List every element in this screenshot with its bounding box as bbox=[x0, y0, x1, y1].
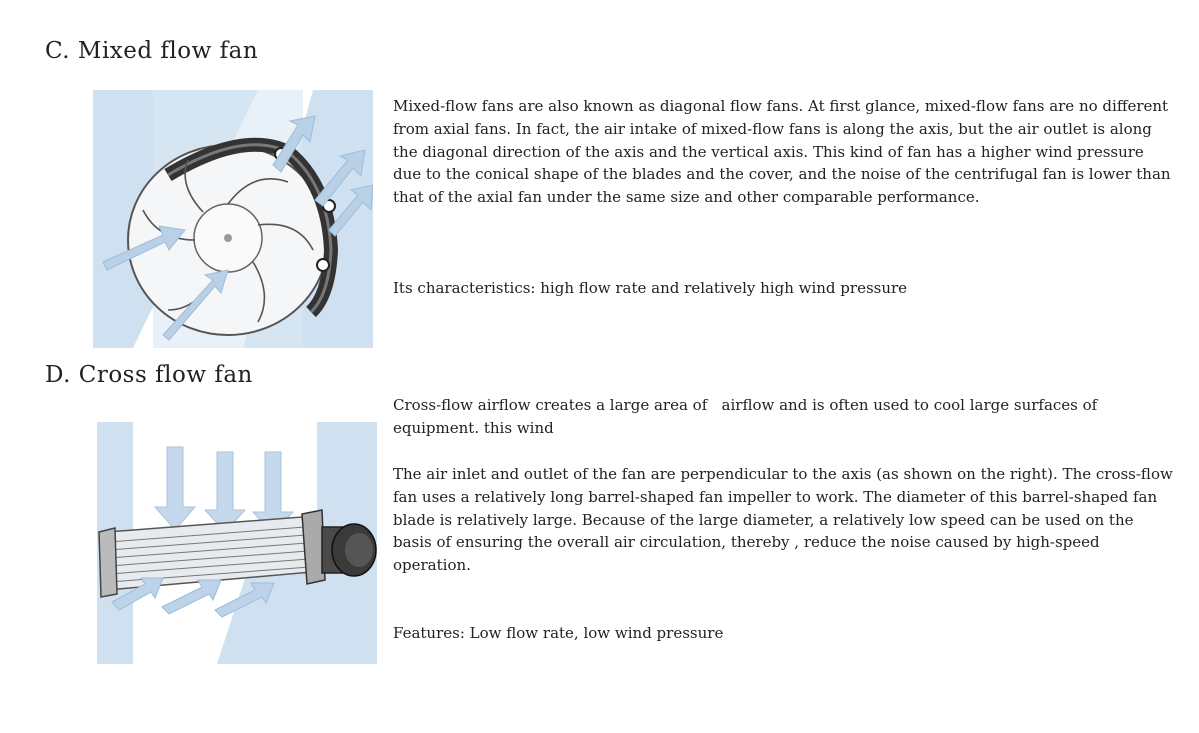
section-heading-mixed-flow: C. Mixed flow fan bbox=[45, 38, 259, 64]
mixed-flow-description: Mixed-flow fans are also known as diagonal flow fans. At first glance, mixed-flow fans are no different from axial fans. In fact, the air intake of mixed-flow fans is along the axis, but the air outlet is along the diagonal direction of the axis and the vertical axis. This kind of fan has a higher wind pressure due to the conical shape of the blades and the cover, and the noise of the centrifugal fan is lower than that of the axial fan under the same size and other comparable performance. bbox=[393, 97, 1171, 207]
cross-flow-features: Features: Low flow rate, low wind pressure bbox=[393, 624, 724, 642]
mixed-flow-fan-illustration bbox=[93, 90, 373, 348]
mixed-flow-characteristics: Its characteristics: high flow rate and relatively high wind pressure bbox=[393, 279, 908, 297]
cross-flow-description: The air inlet and outlet of the fan are perpendicular to the axis (as shown on the right). The cross-flow fan uses a relatively long barrel-shaped fan impeller to work. The diameter of this barrel-shaped fan blade is relatively large. Because of the large diameter, a relatively low speed can be used on the basis of ensuring the overall air circulation, thereby , reduce the noise caused by high-speed operation. bbox=[393, 465, 1173, 575]
section-heading-cross-flow: D. Cross flow fan bbox=[45, 362, 253, 388]
cross-flow-fan-illustration bbox=[97, 422, 377, 664]
cross-flow-intro: Cross-flow airflow creates a large area of airflow and is often used to cool large surfaces of equipment. this wind bbox=[393, 396, 1103, 437]
